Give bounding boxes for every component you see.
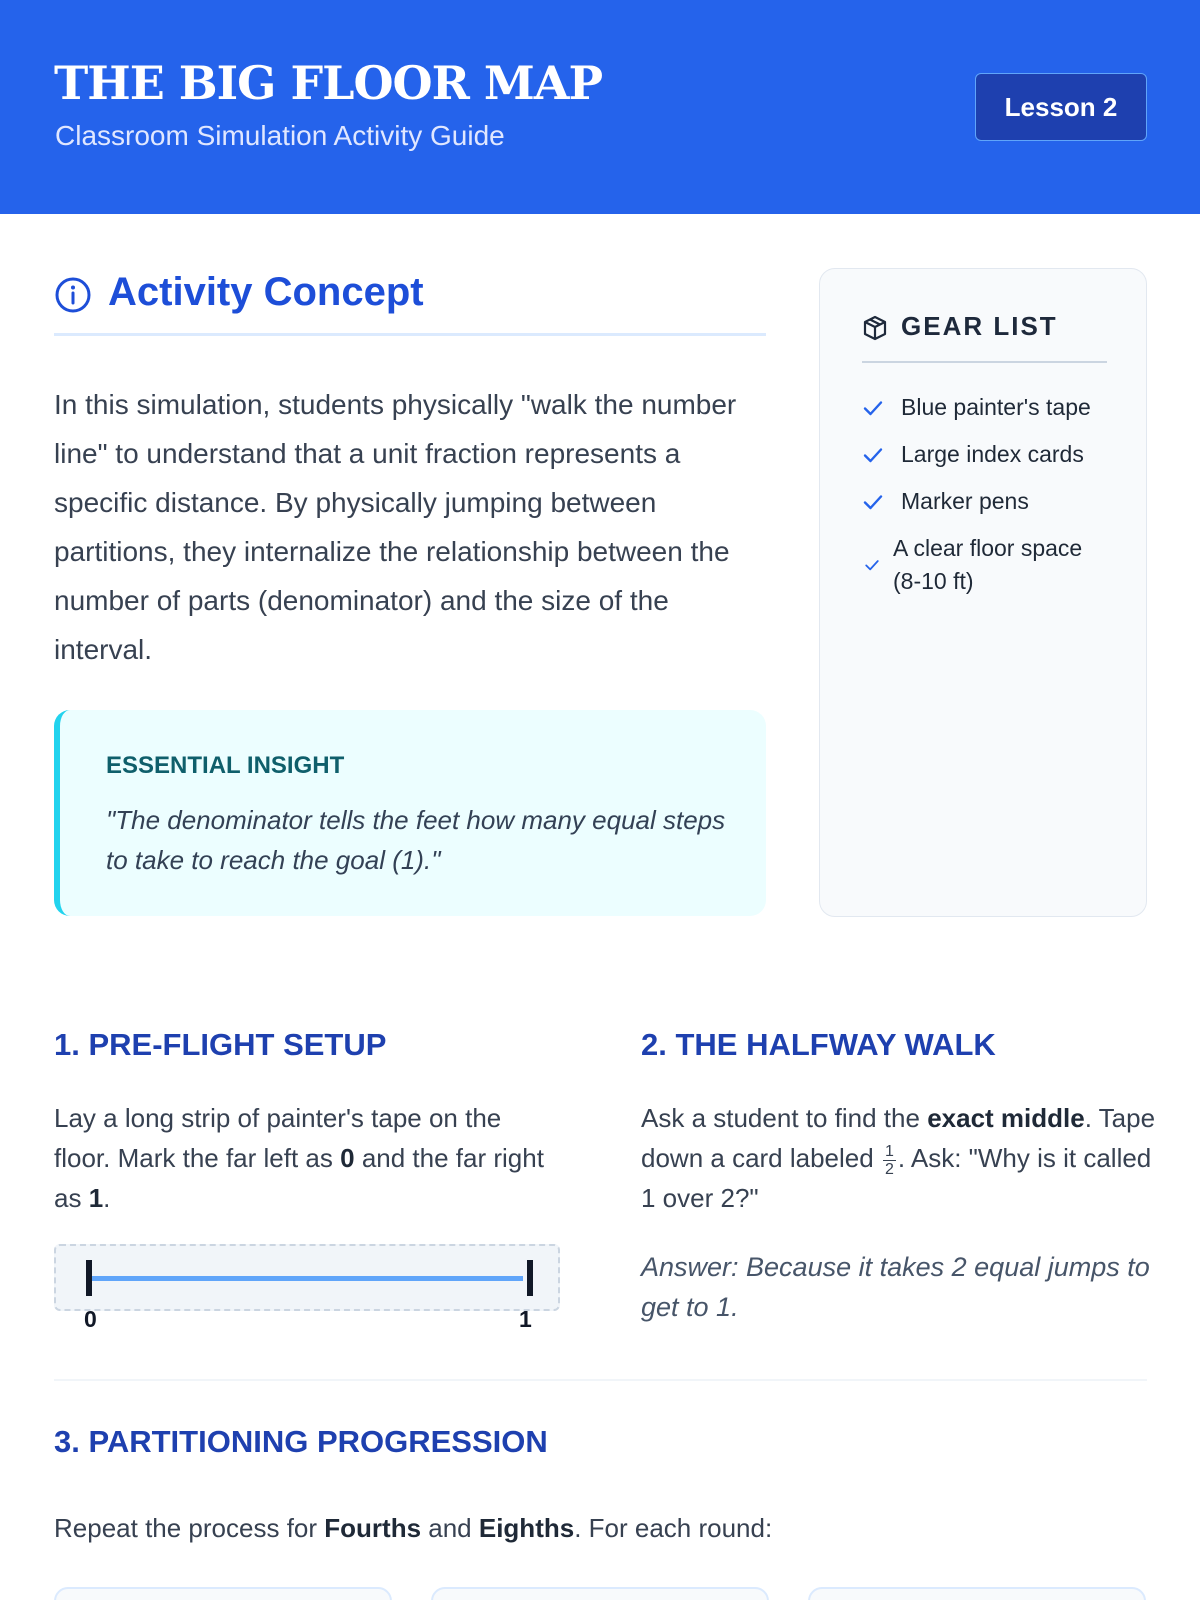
gear-list-heading (862, 309, 1107, 363)
lesson-badge: Lesson 2 (975, 73, 1147, 141)
section-2-title: 2. THE HALFWAY WALK (641, 1027, 996, 1062)
section-1-text (54, 1098, 564, 1218)
essential-insight-callout (54, 710, 766, 916)
gear-item (862, 485, 1112, 518)
section-1-one: 1 (88, 1183, 104, 1213)
tick-label-end: 1 (519, 1306, 532, 1332)
section-1-title: 1. PRE-FLIGHT SETUP (54, 1027, 387, 1062)
tick-start (86, 1260, 92, 1296)
concept-heading (54, 270, 766, 336)
box-icon (862, 315, 888, 341)
section-3-text (54, 1508, 1147, 1548)
check-icon (862, 491, 884, 513)
section-2-text-a: Ask a student to find the (641, 1103, 928, 1133)
fraction-denominator: 2 (884, 1160, 894, 1178)
check-icon (864, 557, 880, 573)
round-card (54, 1587, 392, 1600)
number-line-diagram (54, 1244, 560, 1311)
section-2-text-b: . Tape down a card labeled (641, 1103, 1156, 1173)
gear-item-label: A clear floor space (8-10 ft) (893, 535, 1083, 594)
info-icon (54, 276, 92, 314)
section-2-bold: exact middle (927, 1103, 1085, 1133)
concept-body: In this simulation, students physically "walk the number line" to understand that a unit fraction represents a specific distance. By physically jumping between partitions, they internalize the relationship between the number of parts (denominator) and the size of the interval. (54, 389, 737, 665)
tape-line (90, 1276, 523, 1281)
gear-list (862, 391, 1112, 612)
page-subtitle: Classroom Simulation Activity Guide (55, 120, 505, 151)
fraction-numerator: 1 (884, 1142, 894, 1160)
gear-list-title: GEAR LIST (901, 311, 1058, 341)
gear-item (862, 391, 1112, 424)
section-1-zero: 0 (340, 1143, 355, 1173)
tick-label-start: 0 (84, 1306, 97, 1332)
gear-item (862, 438, 1112, 471)
section-3-bold-eighths: Eighths (478, 1513, 575, 1543)
section-1-text-b: and the far right as (54, 1143, 544, 1213)
section-3-bold-fourths: Fourths (324, 1513, 422, 1543)
section-3-text-b: and (421, 1513, 479, 1543)
concept-title: Activity Concept (108, 270, 424, 314)
section-1-text-a: Lay a long strip of painter's tape on the floor. Mark the far left as (54, 1103, 502, 1173)
section-2-text-c: . Ask: "Why is it called 1 over 2?" (641, 1143, 1152, 1213)
header-banner (0, 0, 1200, 214)
section-2-answer: Answer: Because it takes 2 equal jumps to get to 1. (641, 1252, 1150, 1322)
insight-label: ESSENTIAL INSIGHT (106, 752, 345, 779)
gear-item-label: Marker pens (901, 488, 1029, 514)
section-1-text-c: . (103, 1183, 111, 1213)
gear-list-card (819, 268, 1147, 917)
section-3-text-a: Repeat the process for (54, 1513, 325, 1543)
gear-item-label: Large index cards (901, 441, 1084, 467)
gear-item-label: Blue painter's tape (901, 394, 1091, 420)
insight-quote: "The denominator tells the feet how many equal steps to take to reach the goal (1)." (106, 805, 726, 875)
round-card (808, 1587, 1146, 1600)
round-card (431, 1587, 769, 1600)
check-icon (862, 397, 884, 419)
section-3-text-c: . For each round: (574, 1513, 773, 1543)
tick-end (527, 1260, 533, 1296)
section-3-title: 3. PARTITIONING PROGRESSION (54, 1424, 548, 1459)
page-title: THE BIG FLOOR MAP (54, 56, 603, 110)
gear-item (862, 532, 1112, 598)
section-divider (54, 1379, 1147, 1381)
check-icon (862, 444, 884, 466)
fraction-one-half (883, 1143, 896, 1178)
section-2-text (641, 1098, 1156, 1218)
